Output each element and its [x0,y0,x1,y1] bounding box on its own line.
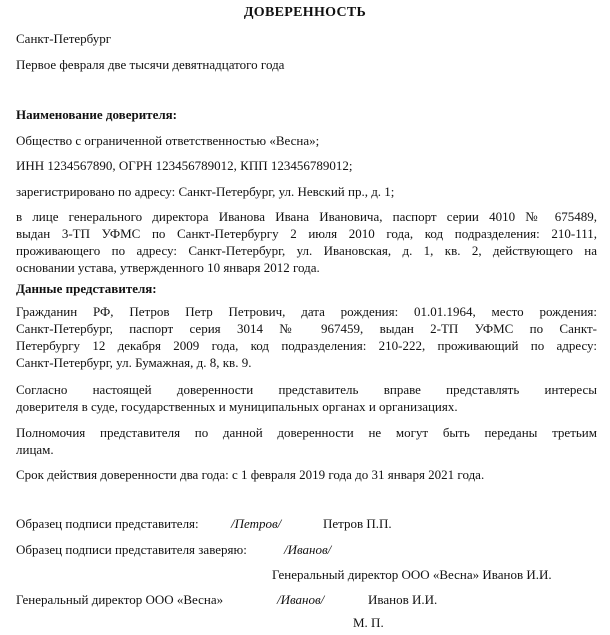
transfer-line: Полномочия представителя по данной доверенности не могут быть переданы третьим [16,425,597,440]
principal-ids: ИНН 1234567890, ОГРН 123456789012, КПП 123456789012; [16,158,353,173]
director-signature: /Иванов/ [277,592,325,607]
director-line: проживающего по адресу: Санкт-Петербург, ул. Ивановская, д. 1, кв. 2, действующего на [16,243,597,258]
rep-name: Петров П.П. [323,516,392,531]
stamp-place: М. П. [353,615,384,630]
document-date: Первое февраля две тысячи девятнадцатого года [16,57,285,72]
principal-heading: Наименование доверителя: [16,107,177,122]
city: Санкт-Петербург [16,31,112,46]
validity-term: Срок действия доверенности два года: с 1 февраля 2019 года до 31 января 2021 года. [16,467,485,482]
director-label: Генеральный директор ООО «Весна» [16,592,224,607]
principal-address: зарегистрировано по адресу: Санкт-Петербург, ул. Невский пр., д. 1; [16,184,395,199]
powers-line: доверителя в суде, государственных и муниципальных органах и организациях. [16,399,458,414]
rep-signature: /Петров/ [231,516,282,531]
representative-heading: Данные представителя: [16,281,157,296]
representative-line: Гражданин РФ, Петров Петр Петрович, дата рождения: 01.01.1964, место рождения: [16,304,597,319]
director-line: основании устава, утвержденного 10 января 2012 года. [16,260,320,275]
certify-label: Образец подписи представителя заверяю: [16,542,247,557]
representative-line: Петербургу 12 декабря 2009 года, код подразделения: 210-222, проживающий по адресу: [16,338,597,353]
director-signature-line: Генеральный директор ООО «Весна» Иванов И.И. [272,567,552,582]
representative-line: Санкт-Петербург, ул. Бумажная, д. 8, кв. 9. [16,355,252,370]
certify-signature: /Иванов/ [284,542,332,557]
director-name: Иванов И.И. [368,592,438,607]
director-line: в лице генерального директора Иванова Ивана Ивановича, паспорт серии 4010 № 675489, [16,209,597,224]
director-line: выдан 3-ТП УФМС по Санкт-Петербургу 2 июля 2010 года, код подразделения: 210-111, [16,226,597,241]
powers-line: Согласно настоящей доверенности представитель вправе представлять интересы [16,382,597,397]
principal-name: Общество с ограниченной ответственностью «Весна»; [16,133,320,148]
representative-line: Санкт-Петербург, паспорт серия 3014 № 967459, выдан 2-ТП УФМС по Санкт- [16,321,597,336]
document-title: ДОВЕРЕННОСТЬ [243,5,367,20]
transfer-line: лицам. [16,442,54,457]
rep-signature-label: Образец подписи представителя: [16,516,199,531]
